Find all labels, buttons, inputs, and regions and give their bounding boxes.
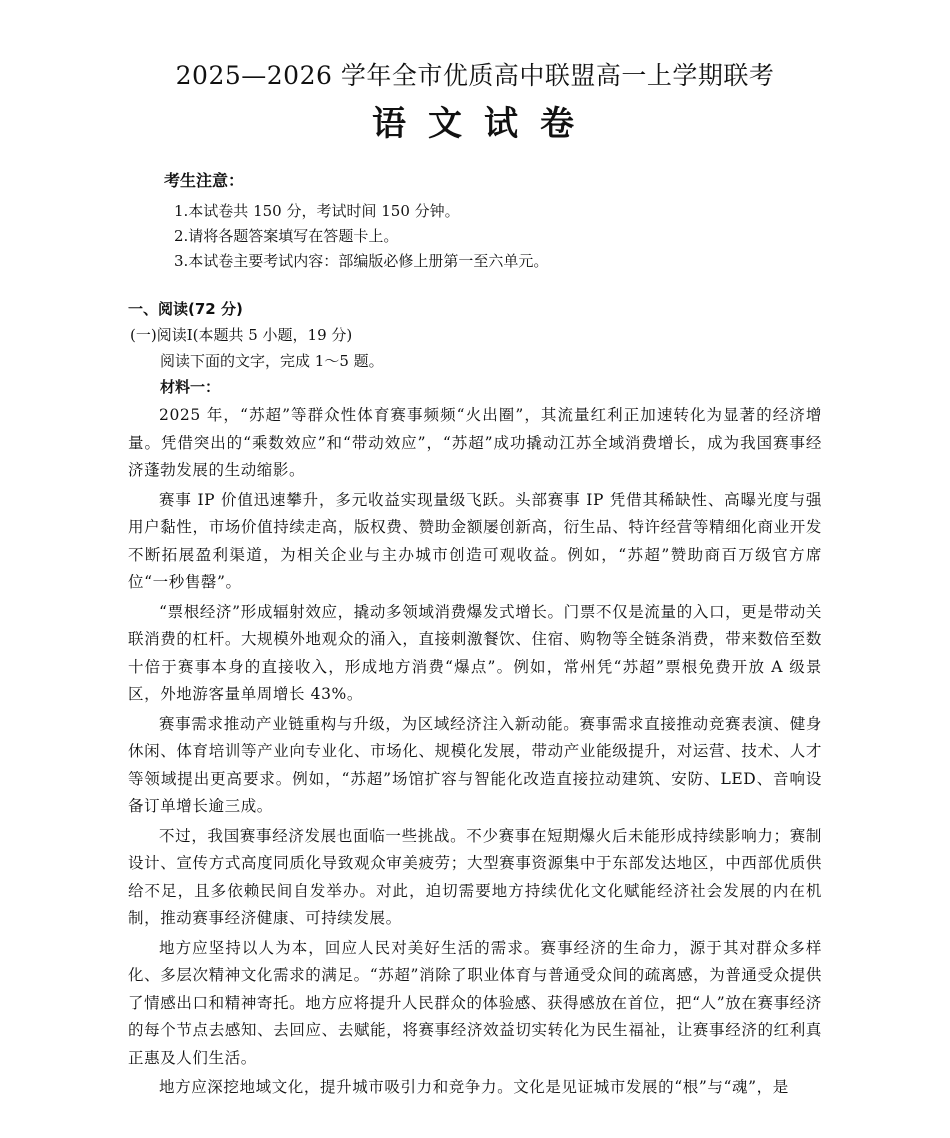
paragraph: 2025 年，“苏超”等群众性体育赛事频频“火出圈”，其流量红利正加速转化为显著的经济增量。凭借突出的“乘数效应”和“带动效应”，“苏超”成功撬动江苏全域消费增长，成为我国赛事经济蓬勃发展的生动缩影。 <box>128 406 822 479</box>
notice-title: 考生注意： <box>164 171 245 190</box>
paragraph: 地方应坚持以人为本，回应人民对美好生活的需求。赛事经济的生命力，源于其对群众多样化、多层次精神文化需求的满足。“苏超”消除了职业体育与普通受众间的疏离感，为普通受众提供了情感出口和精神寄托。地方应将提升人民群众的体验感、获得感放在首位，把“人”放在赛事经济的每个节点去感知、去回应、去赋能，将赛事经济效益切实转化为民生福祉，让赛事经济的红利真正惠及人们生活。 <box>128 938 822 1067</box>
material-title: 材料一： <box>160 378 221 396</box>
section-subtitle: (一)阅读Ⅰ(本题共 5 小题，19 分) <box>130 326 353 344</box>
notice-item: 2.请将各题答案填写在答题卡上。 <box>174 227 399 245</box>
paragraph: 赛事需求推动产业链重构与升级，为区域经济注入新动能。赛事需求直接推动竞赛表演、健身休闲、体育培训等产业向专业化、市场化、规模化发展，带动产业能级提升，对运营、技术、人才等领域提出更高要求。例如，“苏超”场馆扩容与智能化改造直接拉动建筑、安防、LED、音响设备订单增长逾三成。 <box>128 714 822 815</box>
paragraph: 不过，我国赛事经济发展也面临一些挑战。不少赛事在短期爆火后未能形成持续影响力；赛制设计、宣传方式高度同质化导致观众审美疲劳；大型赛事资源集中于东部发达地区，中西部优质供给不足，且多依赖民间自发举办。对此，迫切需要地方持续优化文化赋能经济社会发展的内在机制，推动赛事经济健康、可持续发展。 <box>128 826 822 927</box>
section-title: 一、阅读(72 分) <box>128 300 243 318</box>
paper-title: 语文试卷 <box>372 104 596 144</box>
exam-header-title: 2025—2026 学年全市优质高中联盟高一上学期联考 <box>175 61 775 90</box>
notice-item: 1.本试卷共 150 分，考试时间 150 分钟。 <box>174 202 460 220</box>
paragraph: “票根经济”形成辐射效应，撬动多领域消费爆发式增长。门票不仅是流量的入口，更是带动关联消费的杠杆。大规模外地观众的涌入，直接刺激餐饮、住宿、购物等全链条消费，带来数倍至数十倍于赛事本身的直接收入，形成地方消费“爆点”。例如，常州凭“苏超”票根免费开放 A 级景区，外地游客量单周增长 43%。 <box>128 602 822 703</box>
notice-item: 3.本试卷主要考试内容：部编版必修上册第一至六单元。 <box>174 252 549 270</box>
reading-instruction: 阅读下面的文字，完成 1～5 题。 <box>160 352 384 370</box>
reading-section <box>128 296 822 1102</box>
paragraph: 地方应深挖地域文化，提升城市吸引力和竞争力。文化是见证城市发展的“根”与“魂”，是 <box>159 1078 789 1096</box>
paragraph: 赛事 IP 价值迅速攀升，多元收益实现量级飞跃。头部赛事 IP 凭借其稀缺性、高曝光度与强用户黏性，市场价值持续走高，版权费、赞助金额屡创新高，衍生品、特许经营等精细化商业开发不断拓展盈利渠道，为相关企业与主办城市创造可观收益。例如，“苏超”赞助商百万级官方席位“一秒售罄”。 <box>128 490 822 591</box>
candidate-notice <box>164 168 864 274</box>
